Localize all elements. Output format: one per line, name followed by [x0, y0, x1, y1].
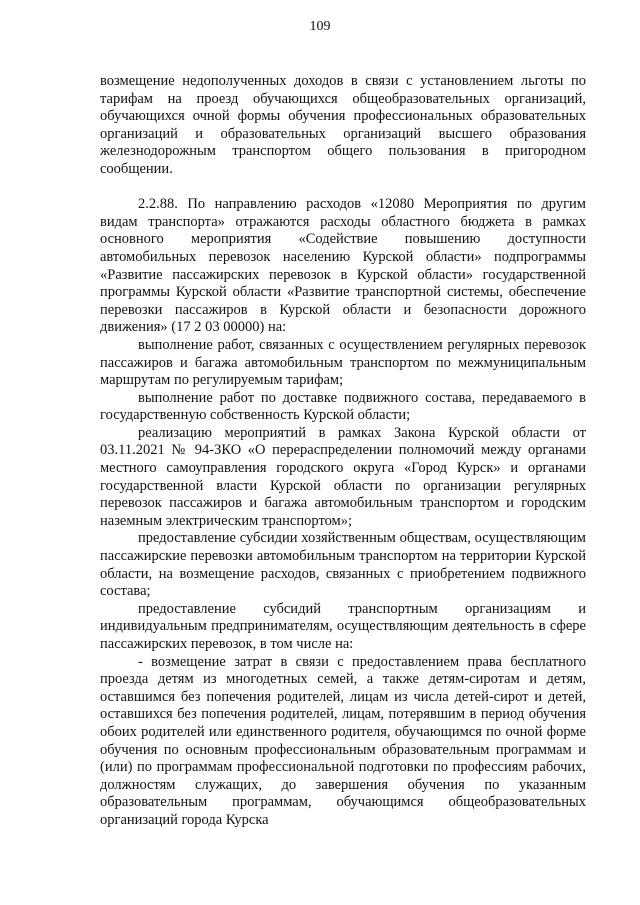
paragraph-rolling-stock-delivery: выполнение работ по доставке подвижного состава, передаваемого в государственную собственность Курской области;: [100, 389, 586, 424]
paragraph-compensation-lost-income: возмещение недополученных доходов в связи с установлением льготы по тарифам на проезд обучающихся общеобразовательных организаций, обучающихся очной формы обучения профессиональных образовательных организаций и образовательных организаций высшего образования железнодорожным транспортом общего пользования в пригородном сообщении.: [100, 73, 586, 177]
paragraph-kursk-law-measures: реализацию мероприятий в рамках Закона Курской области от 03.11.2021 № 94-ЗКО «О перераспределении полномочий между органами местного самоуправления городского округа «Город Курск» и органами государственной власти Курской области по организации регулярных перевозок пассажиров и багажа автомобильным транспортом и городским наземным электрическим транспортом»;: [100, 424, 586, 529]
paragraph-regular-transport-work: выполнение работ, связанных с осуществлением регулярных перевозок пассажиров и багажа автомобильным транспортом по межмуниципальным маршрутам по регулируемым тарифам;: [100, 336, 586, 389]
document-body: [100, 73, 586, 830]
paragraph-subsidies-transport-organizations: предоставление субсидий транспортным организациям и индивидуальным предпринимателям, осуществляющим деятельность в сфере пассажирских перевозок, в том числе на:: [100, 600, 586, 652]
page-number: 109: [309, 19, 331, 34]
paragraph-section-2-2-88: 2.2.88. По направлению расходов «12080 Мероприятия по другим видам транспорта» отражаются расходы областного бюджета в рамках основного мероприятия «Содействие повышению доступности автомобильных перевозок населению Курской области» подпрограммы «Развитие пассажирских перевозок в Курской области» государственной программы Курской области «Развитие транспортной системы, обеспечение перевозки пассажиров в Курской области и безопасности дорожного движения» (17 2 03 00000) на:: [100, 196, 586, 336]
paragraph-free-travel-compensation: - возмещение затрат в связи с предоставлением права бесплатного проезда детям из многодетных семей, а также детям-сиротам и детям, оставшимся без попечения родителей, лицам из числа детей-сирот и детей, оставшихся без попечения родителей, лицам, потерявшим в период обучения обоих родителей или единственного родителя, обучающимся по очной форме обучения по основным профессиональным образовательным программам и (или) по программам профессиональной подготовки по профессиям рабочих, должностям служащих, до завершения обучения по указанным образовательным программам, обучающимся общеобразовательных организаций города Курска: [100, 653, 586, 828]
paragraph-subsidy-business-companies: предоставление субсидии хозяйственным обществам, осуществляющим пассажирские перевозки автомобильным транспортом на территории Курской области, на возмещение расходов, связанных с приобретением подвижного состава;: [100, 530, 586, 600]
paragraph-spacer: [100, 179, 586, 197]
